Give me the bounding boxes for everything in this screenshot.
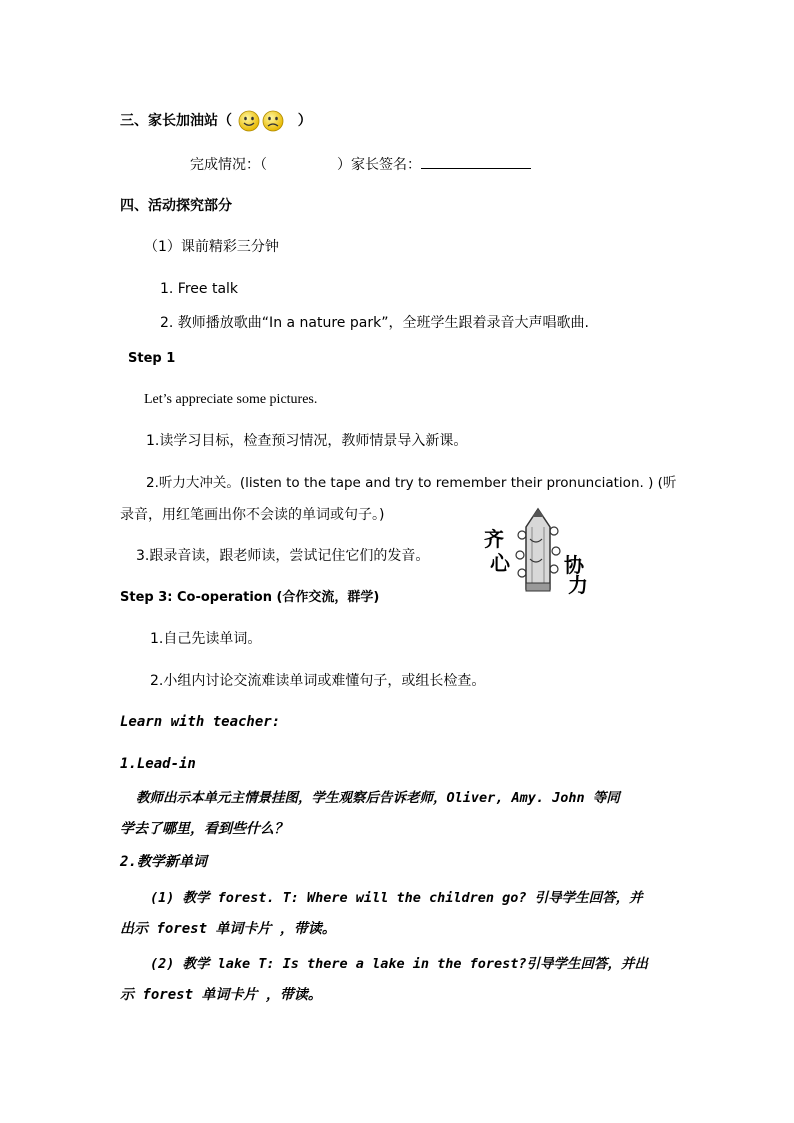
completion-line (190, 154, 531, 175)
learn-heading: Learn with teacher: (120, 714, 281, 730)
step3-heading: Step 3: Co-operation (合作交流，群学) (120, 590, 380, 605)
free-talk-item: 1. Free talk (160, 281, 239, 297)
section3-close: ） (297, 113, 312, 129)
song-item: 2. 教师播放歌曲“In a nature park”，全班学生跟着录音大声唱歌曲. (160, 315, 589, 331)
sub1-heading: （1）课前精彩三分钟 (144, 239, 279, 255)
logo-char-li: 力 (568, 573, 588, 597)
completion-signature-label: ）家长签名： (337, 157, 421, 173)
leadin-heading: 1.Lead-in (120, 756, 196, 772)
step1-item3: 3.跟录音读，跟老师读，尝试记住它们的发音。 (136, 548, 430, 564)
logo-char-xin: 心 (490, 551, 510, 575)
new-words-heading: 2.教学新单词 (120, 854, 207, 870)
word2-line1: (2) 教学 lake T: Is there a lake in the forest?引导学生回答，并出 (150, 956, 648, 972)
word1-line1: (1) 教学 forest. T: Where will the children go? 引导学生回答，并 (150, 890, 643, 906)
step1-heading: Step 1 (128, 351, 176, 366)
step3-item2: 2.小组内讨论交流难读单词或难懂句子，或组长检查。 (150, 673, 486, 689)
logo-char-xie: 协 (564, 553, 584, 577)
leadin-line1: 教师出示本单元主情景挂图，学生观察后告诉老师，Oliver, Amy. John 等同 (136, 790, 620, 806)
logo-char-qi: 齐 (484, 527, 504, 551)
step1-item2-line1 (146, 473, 676, 493)
step1-appreciate: Let’s appreciate some pictures. (144, 392, 318, 407)
word1-line2: 出示 forest 单词卡片 ，带读。 (120, 921, 336, 937)
step1-item2-line2: 录音，用红笔画出你不会读的单词或句子。) (120, 507, 385, 523)
leadin-line2: 学去了哪里，看到些什么？ (120, 821, 288, 837)
teamwork-logo (484, 505, 592, 595)
completion-label: 完成情况：（ (190, 157, 267, 173)
happy-face-icon (238, 110, 260, 132)
section3-title: 三、家长加油站（ (120, 113, 232, 129)
word2-line2: 示 forest 单词卡片 ，带读。 (120, 987, 322, 1003)
section4-heading: 四、活动探究部分 (120, 198, 232, 214)
sad-face-icon (262, 110, 284, 132)
step3-item1: 1.自己先读单词。 (150, 631, 262, 647)
parent-signature-field[interactable] (421, 154, 531, 169)
step1-item2-text: 2.听力大冲关。(listen to the tape and try to remember their pronunciation. ) (听 (146, 475, 677, 491)
section3-heading (120, 110, 312, 132)
step1-item1: 1.读学习目标，检查预习情况，教师情景导入新课。 (146, 433, 468, 449)
